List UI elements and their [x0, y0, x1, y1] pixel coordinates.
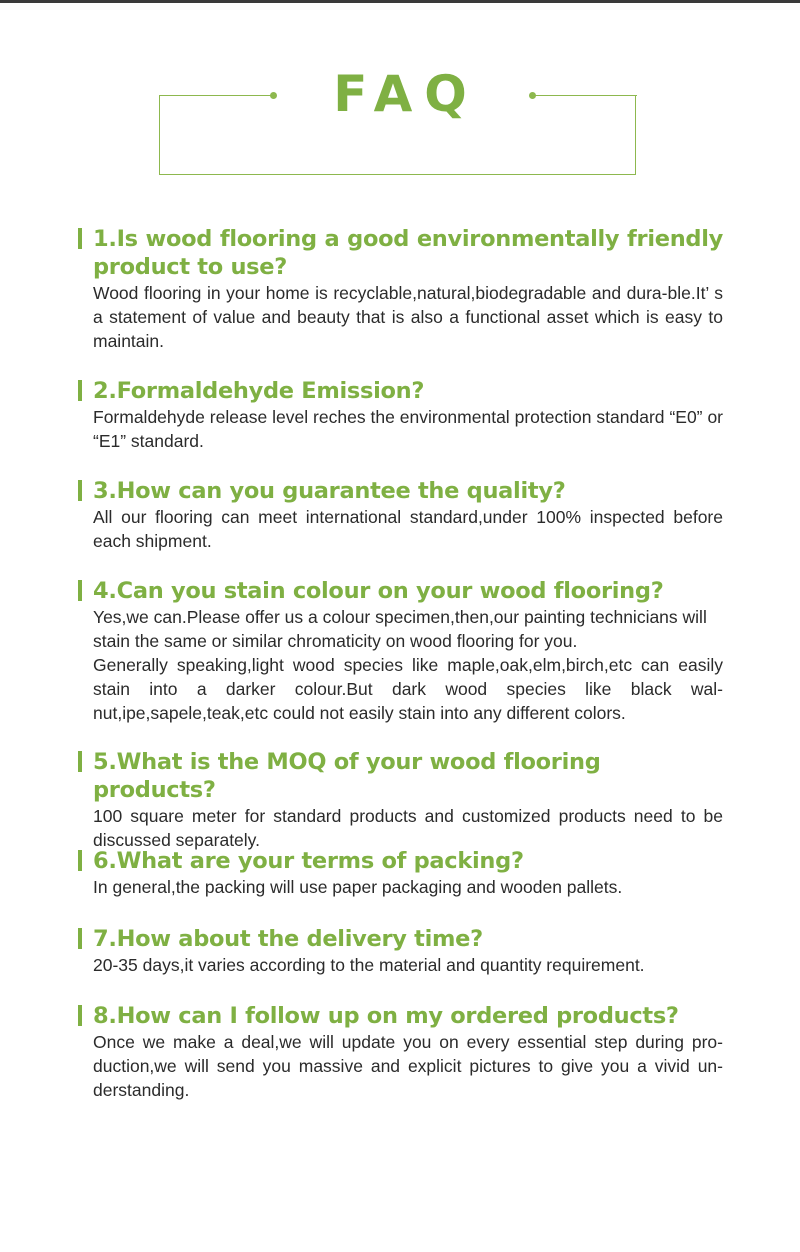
question: 3.How can you guarantee the quality? — [93, 478, 566, 504]
answer-paragraph: 100 square meter for standard products and customized products need to be discussed separately. — [93, 806, 723, 850]
page-title: FAQ — [333, 65, 479, 123]
question: 5.What is the MOQ of your wood flooring products? — [93, 749, 601, 803]
question-marker — [78, 580, 82, 601]
question: 6.What are your terms of packing? — [93, 848, 524, 874]
answer-paragraph: Yes,we can.Please offer us a colour specimen,then,our painting technicians will stain the same or similar chromaticity on wood flooring for you. — [93, 607, 707, 651]
question-marker — [78, 228, 82, 249]
question: 7.How about the delivery time? — [93, 926, 483, 952]
question-marker — [78, 480, 82, 501]
answer — [93, 605, 723, 725]
question: 4.Can you stain colour on your wood flooring? — [93, 578, 664, 604]
answer-paragraph: Wood flooring in your home is recyclable,natural,biodegradable and dura-ble.It’ s a statement of value and beauty that is also a functional asset which is easy to maintain. — [93, 283, 723, 351]
faq-item-7 — [78, 925, 723, 977]
question-marker — [78, 1005, 82, 1026]
answer — [93, 405, 723, 453]
faq-item-5 — [78, 748, 723, 852]
question: 1.Is wood flooring a good environmentally friendly product to use? — [93, 226, 723, 280]
answer-paragraph: All our flooring can meet international standard,under 100% inspected before each shipment. — [93, 507, 723, 551]
faq-item-2 — [78, 377, 723, 453]
question-marker — [78, 928, 82, 949]
faq-item-8 — [78, 1002, 723, 1102]
faq-item-4 — [78, 577, 723, 725]
answer — [93, 281, 723, 353]
answer — [93, 953, 723, 977]
question: 2.Formaldehyde Emission? — [93, 378, 425, 404]
answer-paragraph: Formaldehyde release level reches the environmental protection standard “E0” or “E1” standard. — [93, 407, 723, 451]
answer-paragraph: In general,the packing will use paper packaging and wooden pallets. — [93, 877, 623, 897]
question-marker — [78, 380, 82, 401]
question: 8.How can I follow up on my ordered products? — [93, 1003, 679, 1029]
answer-paragraph: Generally speaking,light wood species like maple,oak,elm,birch,etc can easily stain into a darker colour.But dark wood species like black wal-nut,ipe,sapele,teak,etc could not easily stain into any different colors. — [93, 655, 723, 723]
faq-item-3 — [78, 477, 723, 553]
answer — [93, 875, 723, 899]
faq-item-1 — [78, 225, 723, 353]
answer — [93, 804, 723, 852]
answer — [93, 1030, 723, 1102]
faq-item-6 — [78, 847, 723, 899]
answer — [93, 505, 723, 553]
answer-paragraph: 20-35 days,it varies according to the material and quantity requirement. — [93, 955, 645, 975]
answer-paragraph: Once we make a deal,we will update you on every essential step during pro-duction,we will send you massive and explicit pictures to give you a vivid un-derstanding. — [93, 1032, 723, 1100]
question-marker — [78, 751, 82, 772]
question-marker — [78, 850, 82, 871]
faq-header — [0, 0, 800, 180]
